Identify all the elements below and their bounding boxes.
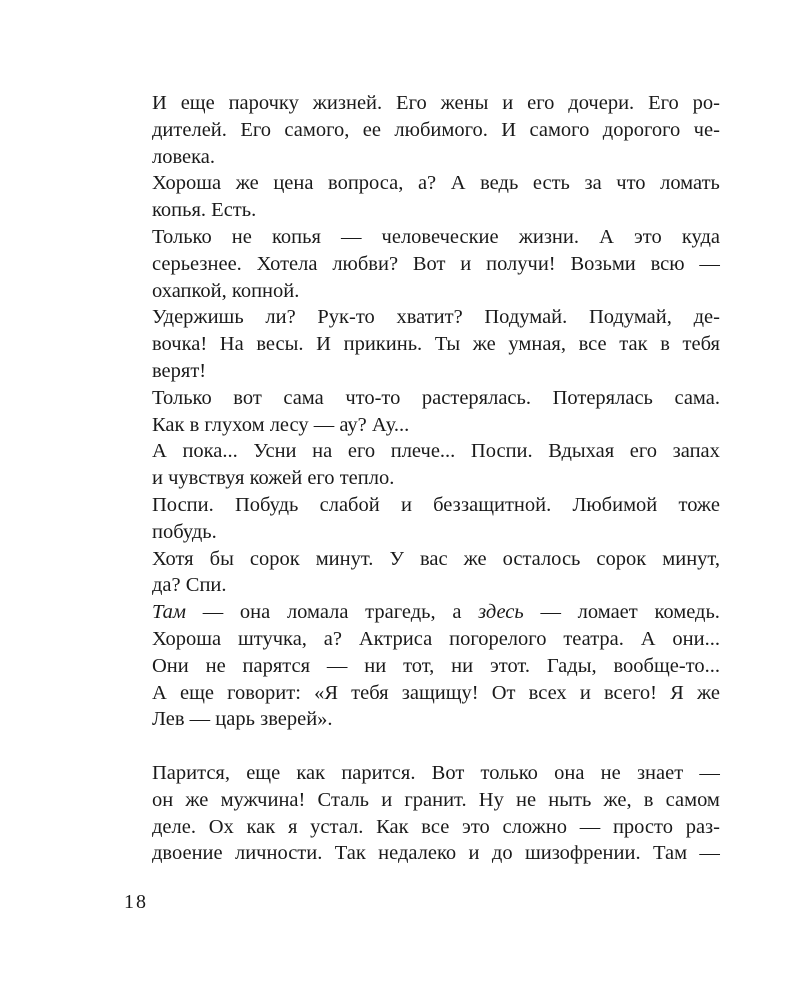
text-line: Поспи. Побудь слабой и беззащитной. Любимой тоже xyxy=(152,493,720,516)
text-line: Как в глухом лесу — ау? Ау... xyxy=(152,413,410,436)
text-line: Удержишь ли? Рук-то хватит? Подумай. Подумай, де- xyxy=(152,306,720,329)
text-line: Только вот сама что-то растерялась. Потерялась сама. xyxy=(152,386,720,409)
text-line: деле. Ох как я устал. Как все это сложно — просто раз- xyxy=(152,815,720,838)
text-line: серьезнее. Хотела любви? Вот и получи! Возьми всю — xyxy=(152,252,720,275)
text-line: дителей. Его самого, ее любимого. И самого дорогого че- xyxy=(152,118,720,141)
text-line: Лев — царь зверей». xyxy=(152,708,333,731)
text-line: А пока... Усни на его плече... Поспи. Вдыхая его запах xyxy=(152,440,720,463)
text-line: Там — она ломала трагедь, а здесь — ломает комедь. xyxy=(152,601,720,624)
text-line: верят! xyxy=(152,359,207,382)
text-line: он же мужчина! Сталь и гранит. Ну не ныть же, в самом xyxy=(152,788,720,811)
text-line: Парится, еще как парится. Вот только она не знает — xyxy=(152,761,720,784)
text-line: копья. Есть. xyxy=(152,199,257,222)
text-line: охапкой, копной. xyxy=(152,279,300,302)
body-text xyxy=(152,90,720,867)
text-line: Только не копья — человеческие жизни. А это куда xyxy=(152,225,720,248)
section-break xyxy=(152,733,720,760)
text-line: ловека. xyxy=(152,145,216,168)
text-line: да? Спи. xyxy=(152,574,227,597)
page-number: 18 xyxy=(124,891,148,913)
text-line: А еще говорит: «Я тебя защищу! От всех и всего! Я же xyxy=(152,681,720,704)
text-line: и чувствуя кожей его тепло. xyxy=(152,467,395,490)
text-line: двоение личности. Так недалеко и до шизофрении. Там — xyxy=(152,842,720,865)
text-line: И еще парочку жизней. Его жены и его дочери. Его ро- xyxy=(152,92,720,114)
text-line: Они не парятся — ни тот, ни этот. Гады, вообще-то... xyxy=(152,654,720,677)
text-line: Хороша же цена вопроса, а? А ведь есть за что ломать xyxy=(152,172,720,195)
text-line: Хороша штучка, а? Актриса погорелого театра. А они... xyxy=(152,627,720,650)
text-line: Хотя бы сорок минут. У вас же осталось сорок минут, xyxy=(152,547,720,570)
text-line: побудь. xyxy=(152,520,217,543)
text-line: вочка! На весы. И прикинь. Ты же умная, все так в тебя xyxy=(152,333,720,356)
